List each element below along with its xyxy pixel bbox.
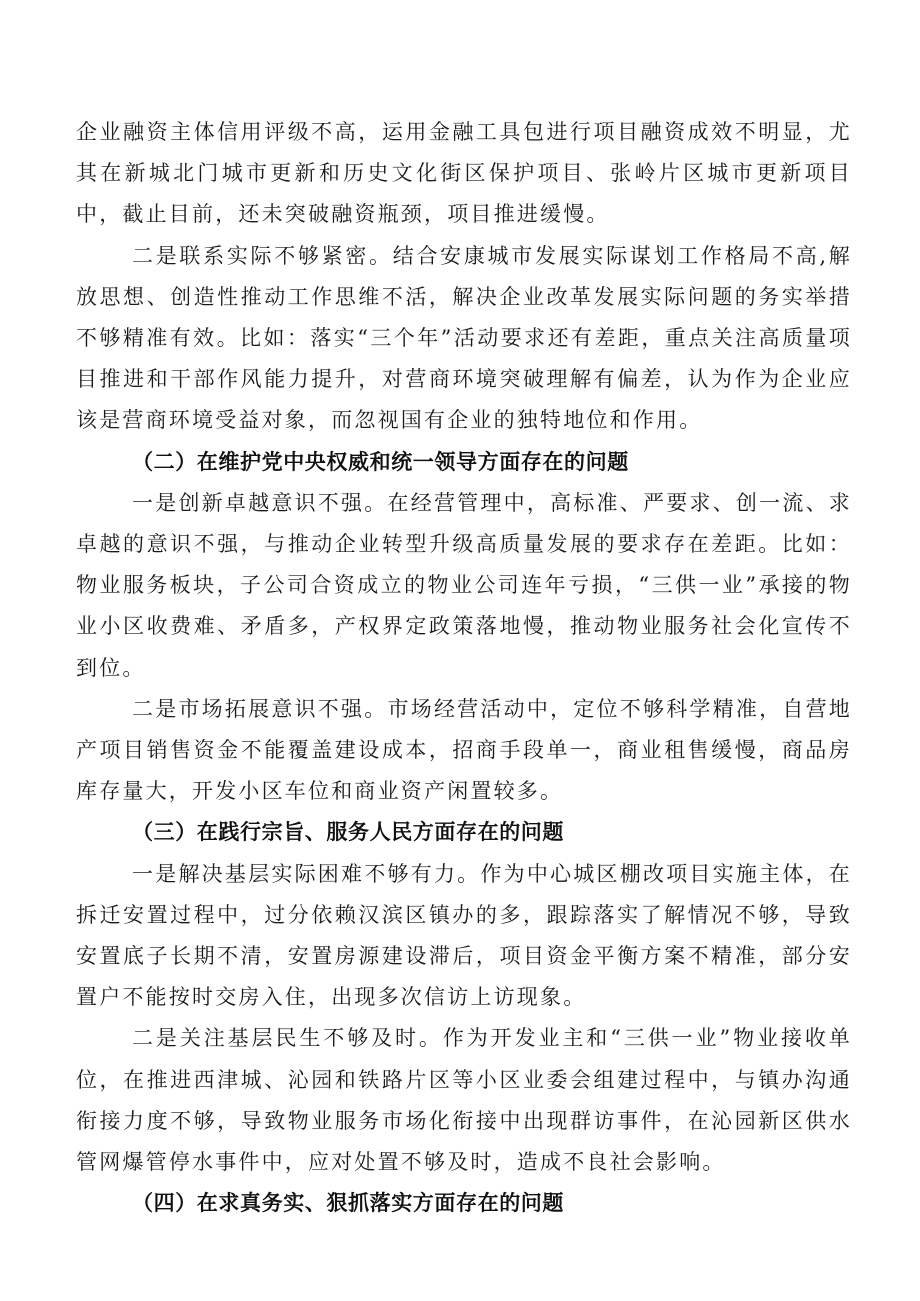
paragraph-grassroots-difficulties: 一是解决基层实际困难不够有力。作为中心城区棚改项目实施主体，在拆迁安置过程中，过分依赖汉滨区镇办的多，跟踪落实了解情况不够，导致安置底子长期不清，安置房源建设滞后，项目资金平衡方案不精准，部分安置户不能按时交房入住，出现多次信访上访现象。 bbox=[76, 861, 852, 1010]
paragraph-financing: 企业融资主体信用评级不高，运用金融工具包进行项目融资成效不明显，尤其在新城北门城市更新和历史文化街区保护项目、张岭片区城市更新项目中，截止目前，还未突破融资瓶颈，项目推进缓慢。 bbox=[76, 120, 852, 227]
paragraph-livelihood: 二是关注基层民生不够及时。作为开发业主和“三供一业”物业接收单位，在推进西津城、沁园和铁路片区等小区业委会组建过程中，与镇办沟通衔接力度不够，导致物业服务市场化衔接中出现群访事件，在沁园新区供水管网爆管停水事件中，应对处置不够及时，造成不良社会影响。 bbox=[76, 1026, 852, 1175]
section-heading-4: （四）在求真务实、狠抓落实方面存在的问题 bbox=[132, 1191, 564, 1216]
paragraph-market-expansion: 二是市场拓展意识不强。市场经营活动中，定位不够科学精准，自营地产项目销售资金不能覆盖建设成本，招商手段单一，商业租售缓慢，商品房库存量大，开发小区车位和商业资产闲置较多。 bbox=[76, 696, 852, 804]
paragraph-practical-connection: 二是联系实际不够紧密。结合安康城市发展实际谋划工作格局不高,解放思想、创造性推动工作思维不活，解决企业改革发展实际问题的务实举措不够精准有效。比如：落实“三个年”活动要求还有差距，重点关注高质量项目推进和干部作风能力提升，对营商环境突破理解有偏差，认为作为企业应该是营商环境受益对象，而忽视国有企业的独特地位和作用。 bbox=[76, 243, 852, 433]
section-heading-2: （二）在维护党中央权威和统一领导方面存在的问题 bbox=[132, 449, 629, 474]
document-body bbox=[76, 112, 852, 1224]
section-heading-3: （三）在践行宗旨、服务人民方面存在的问题 bbox=[132, 820, 564, 845]
paragraph-innovation: 一是创新卓越意识不强。在经营管理中，高标准、严要求、创一流、求卓越的意识不强，与推动企业转型升级高质量发展的要求存在差距。比如：物业服务板块，子公司合资成立的物业公司连年亏损，“三供一业”承接的物业小区收费难、矛盾多，产权界定政策落地慢，推动物业服务社会化宣传不到位。 bbox=[76, 490, 852, 680]
